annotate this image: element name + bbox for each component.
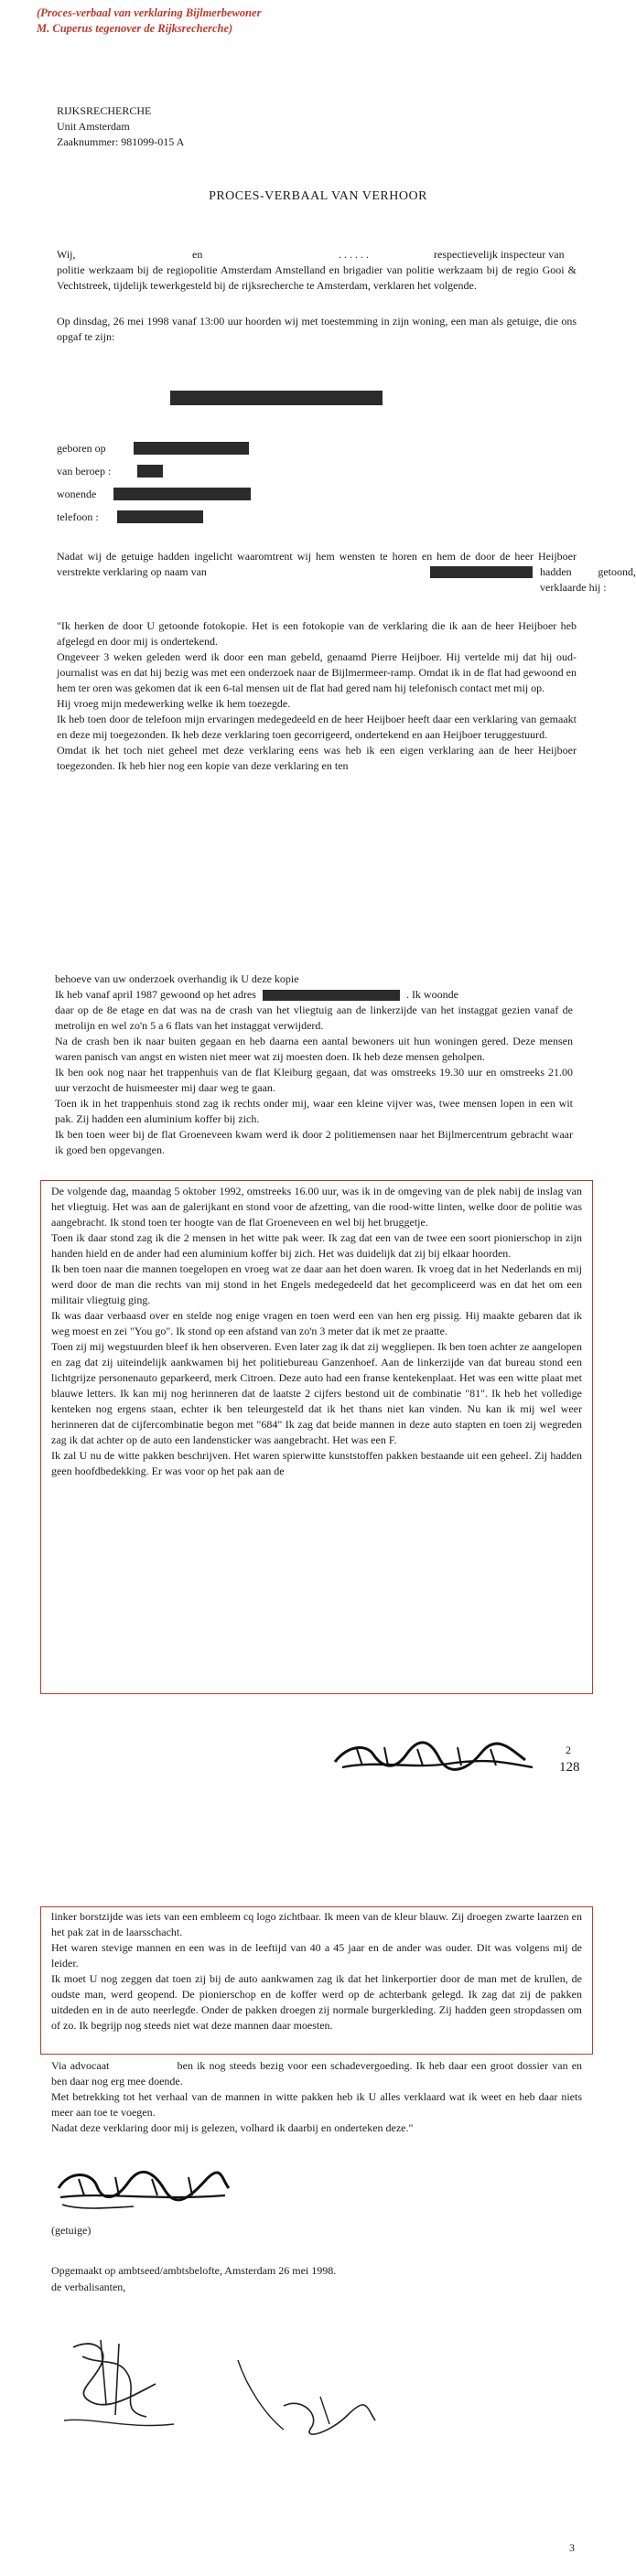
redacted-birthdate	[134, 442, 249, 455]
field-address: wonende	[57, 488, 97, 500]
witness-signature-page2	[329, 1727, 549, 1782]
redacted-address	[113, 488, 251, 500]
via-post: ben ik nog steeds bezig voor een schadevergoeding. Ik heb daar een groot dossier van en ben daar nog erg mee doende.	[51, 2059, 583, 2088]
annotation-line-2: M. Cuperus tegenover de Rijksrecherche)	[37, 22, 233, 35]
witness-fields	[57, 437, 111, 529]
redacted-lawyer	[113, 2061, 174, 2072]
page3-text	[51, 2058, 582, 2136]
page2-address-line	[55, 987, 573, 1003]
field-born: geboren op	[57, 442, 106, 455]
nadat-text: Nadat wij de getuige hadden ingelicht waaromtrent wij hem wensten te horen en hem de door de heer Heijboer verstrekte verklaring op naam van	[57, 550, 577, 578]
page2-line: daar op de 8e etage en dat was na de crash van het vliegtuig aan de linkerzijde van het instaggat gezien vanaf de metrolijn en wel zo'n 5 a 6 flats van het instaggat verwijderd.	[55, 1004, 573, 1032]
page3-line: Nadat deze verklaring door mij is gelezen, volhard ik daarbij en onderteken deze."	[51, 2121, 414, 2134]
boxed-line: Toen zij mij wegstuurden bleef ik hen observeren. Even later zag ik dat zij weggliepen. Ik ben toen achter ze aangelopen en zag dat zij uiteindelijk aankwamen bij het politiebureau Ganzenhoef. Aan de linkerzijde van dat bureau stond een lichtgrijze personenauto geparkeerd, merk Citroen. Deze auto had een franse kentekenplaat. Het was een witte plaat met blauwe letters. Ik kan mij nog herinneren dat de laatste 2 cijfers bestond uit de combinatie "81". Ik heb het volledige kenteken nog ergens staan, echter ik ben teleurgesteld dat ik het thans niet kan vinden. Nu kan ik mij wel weer herinneren dat de cijfercombinatie begon met "684" Ik zag dat beide mannen in deze auto stapten en toen zij wegreden zag ik dat achter op de auto een landensticker was aangebracht. Het was een F.	[51, 1340, 582, 1446]
boxed-line: Ik was daar verbaasd over en stelde nog enige vragen en toen werd een van hen erg pissig. Hij maakte gebaren dat ik weg moest en zei "You go". Ik stond op een afstand van zo'n 3 meter dat ik met ze praatte.	[51, 1309, 582, 1337]
intro-dots: . . . . . .	[339, 248, 369, 261]
org-unit: Unit Amsterdam	[57, 120, 130, 133]
intro-paragraph: politie werkzaam bij de regiopolitie Amsterdam Amstelland en brigadier van politie werkzaam bij de regio Gooi & Vechtstreek, tijdelijk tewerkgesteld bij de rijksrecherche te Amsterdam, verklaren het volgende.	[57, 263, 577, 292]
page2-line: Na de crash ben ik naar buiten gegaan en heb daarna een aantal bewoners uit hun woningen gered. Deze mensen waren panisch van angst en wisten niet meer wat zij moesten doen. Ik heb deze mensen geholpen.	[55, 1035, 573, 1063]
statement-line: "Ik herken de door U getoonde fotokopie. Het is een fotokopie van de verklaring die ik aan de heer Heijboer heb afgelegd en door mij is ondertekend.	[57, 619, 577, 648]
margin-mark: 2	[566, 1744, 571, 1756]
boxed-text-page3	[51, 1909, 582, 2034]
boxed-line: Toen ik daar stond zag ik die 2 mensen in het witte pak weer. Ik zag dat een van de twee een soort pionierschop in zijn handen hield en de ander had een aluminium koffer bij zich. Het was duidelijk dat zij bij elkaar hoorden.	[51, 1231, 582, 1260]
page-number-128: 128	[559, 1760, 580, 1775]
document-annotation	[37, 5, 261, 37]
redacted-phone	[117, 510, 203, 523]
boxed-line: linker borstzijde was iets van een embleem cq logo zichtbaar. Ik meen van de kleur blauw. Zij droegen zwarte laarzen en het pak zat in de laarsschacht.	[51, 1910, 582, 1938]
org-name: RIJKSRECHERCHE	[57, 104, 152, 117]
page2-line: behoeve van uw onderzoek overhandig ik U deze kopie	[55, 972, 299, 985]
date-paragraph: Op dinsdag, 26 mei 1998 vanaf 13:00 uur hoorden wij met toestemming in zijn woning, een man als getuige, die ons opgaf te zijn:	[57, 315, 577, 343]
page2-line: Toen ik in het trappenhuis stond zag ik rechts onder mij, waar een kleine vijver was, twee mensen lopen in een wit pak. Zij hadden een aluminium koffer bij zich.	[55, 1097, 573, 1125]
page-number-3: 3	[569, 2541, 575, 2554]
case-number: Zaaknummer: 981099-015 A	[57, 135, 185, 148]
field-phone: telefoon :	[57, 510, 99, 523]
statement-page1	[57, 618, 577, 774]
statement-line: Ik heb toen door de telefoon mijn ervaringen medegedeeld en de heer Heijboer heeft daar een verklaring van gemaakt en deze mij toegezonden. Ik heb deze verklaring toen gecorrigeerd, ondertekend en aan Heijboer teruggestuurd.	[57, 713, 577, 741]
page3-line: Met betrekking tot het verhaal van de mannen in witte pakken heb ik U alles verklaard wat ik weet en heb daar niets meer aan toe te voegen.	[51, 2090, 582, 2119]
nadat-tail: hadden getoond, verklaarde hij :	[540, 565, 636, 594]
page2-address-post: . Ik woonde	[405, 988, 458, 1001]
organization-block	[57, 103, 184, 150]
boxed-line: De volgende dag, maandag 5 oktober 1992, omstreeks 16.00 uur, was ik in de omgeving van de plek nabij de inslag van het vliegtuig. Het was aan de galerijkant en stond voor de afzetting, van die rood-witte linten, welke door de politie was aangebracht. Ik stond toen ter hoogte van de flat Groeneveen en wel bij het bruggetje.	[51, 1185, 582, 1229]
page2-line: Ik ben ook nog naar het trappenhuis van de flat Kleiburg gegaan, dat was omstreeks 19.30 uur en omstreeks 21.00 uur verzocht de huismeester mij daar weg te gaan.	[55, 1066, 573, 1094]
redacted-old-address	[263, 990, 400, 1001]
officer-signature-1	[55, 2329, 192, 2439]
document-title: PROCES-VERBAAL VAN VERHOOR	[209, 189, 427, 203]
annotation-line-1: (Proces-verbaal van verklaring Bijlmerbewoner	[37, 6, 262, 19]
witness-caption: (getuige)	[51, 2224, 92, 2237]
statement-line: Omdat ik het toch niet geheel met deze verklaring eens was heb ik een eigen verklaring aan de heer Heijboer toegezonden. Ik heb hier nog een kopie van deze verklaring en ten	[57, 744, 577, 772]
officer-signature-2	[229, 2342, 384, 2442]
field-profession: van beroep :	[57, 465, 112, 478]
page2-text	[55, 971, 573, 1158]
statement-line: Ongeveer 3 weken geleden werd ik door een man gebeld, genaamd Pierre Heijboer. Hij vertelde mij dat hij oud-journalist was en dat hij bezig was met een onderzoek naar de Bijlmermeer-ramp. Omdat ik in de flat had gewoond en hem ter oren was gekomen dat ik een 6-tal mensen uit de flat had gered nam hij telefonisch contact met mij op.	[57, 650, 577, 694]
intro-en: en	[192, 248, 203, 261]
redacted-profession	[137, 465, 163, 478]
intro-wij: Wij,	[57, 248, 76, 261]
redacted-name	[170, 391, 383, 405]
via-pre: Via advocaat	[51, 2059, 110, 2072]
statement-line: Hij vroeg mijn medewerking welke ik hem toezegde.	[57, 697, 291, 710]
page2-line: Ik ben toen weer bij de flat Groeneveen kwam werd ik door 2 politiemensen naar het Bijlmercentrum gebracht waar ik goed ben opgevangen.	[55, 1128, 573, 1156]
page2-address-pre: Ik heb vanaf april 1987 gewoond op het adres	[55, 988, 256, 1001]
boxed-line: Ik moet U nog zeggen dat toen zij bij de auto aankwamen zag ik dat het linkerportier door de man met de krullen, de oudste man, werd geopend. De pionierschop en de koffer werd op de achterbank gelegd. Ik zag dat zij de pakken uitdeden en in de auto neerlegde. Onder de pakken droegen zij normale burgerkleding. Zij hadden geen stropdassen om of zo. Ik begrijp nog steeds niet wat deze mannen daar moesten.	[51, 1972, 582, 2032]
boxed-line: Ik zal U nu de witte pakken beschrijven. Het waren spierwitte kunststoffen pakken bestaande uit een geheel. Zij hadden geen hoofdbedekking. Er was voor op het pak aan de	[51, 1449, 582, 1477]
closing-line-2: de verbalisanten,	[51, 2281, 126, 2293]
boxed-line: Ik ben toen naar die mannen toegelopen en vroeg wat ze daar aan het doen waren. Ik vroeg dat in het Nederlands en mij werd door de man die rechts van mij stond in het Engels medegedeeld dat het gecompliceerd was en dat het om een militair vliegtuig ging.	[51, 1262, 582, 1306]
boxed-text-page2	[51, 1184, 582, 1479]
closing-line-1: Opgemaakt op ambtseed/ambtsbelofte, Amsterdam 26 mei 1998.	[51, 2264, 337, 2277]
boxed-line: Het waren stevige mannen en een was in de leeftijd van 40 a 45 jaar en de ander was ouder. Dit was volgens mij de leider.	[51, 1941, 582, 1970]
intro-resp: respectievelijk inspecteur van	[434, 248, 565, 261]
witness-signature-page3	[51, 2161, 234, 2219]
redacted-statement-name	[430, 566, 533, 578]
via-line	[51, 2058, 582, 2089]
